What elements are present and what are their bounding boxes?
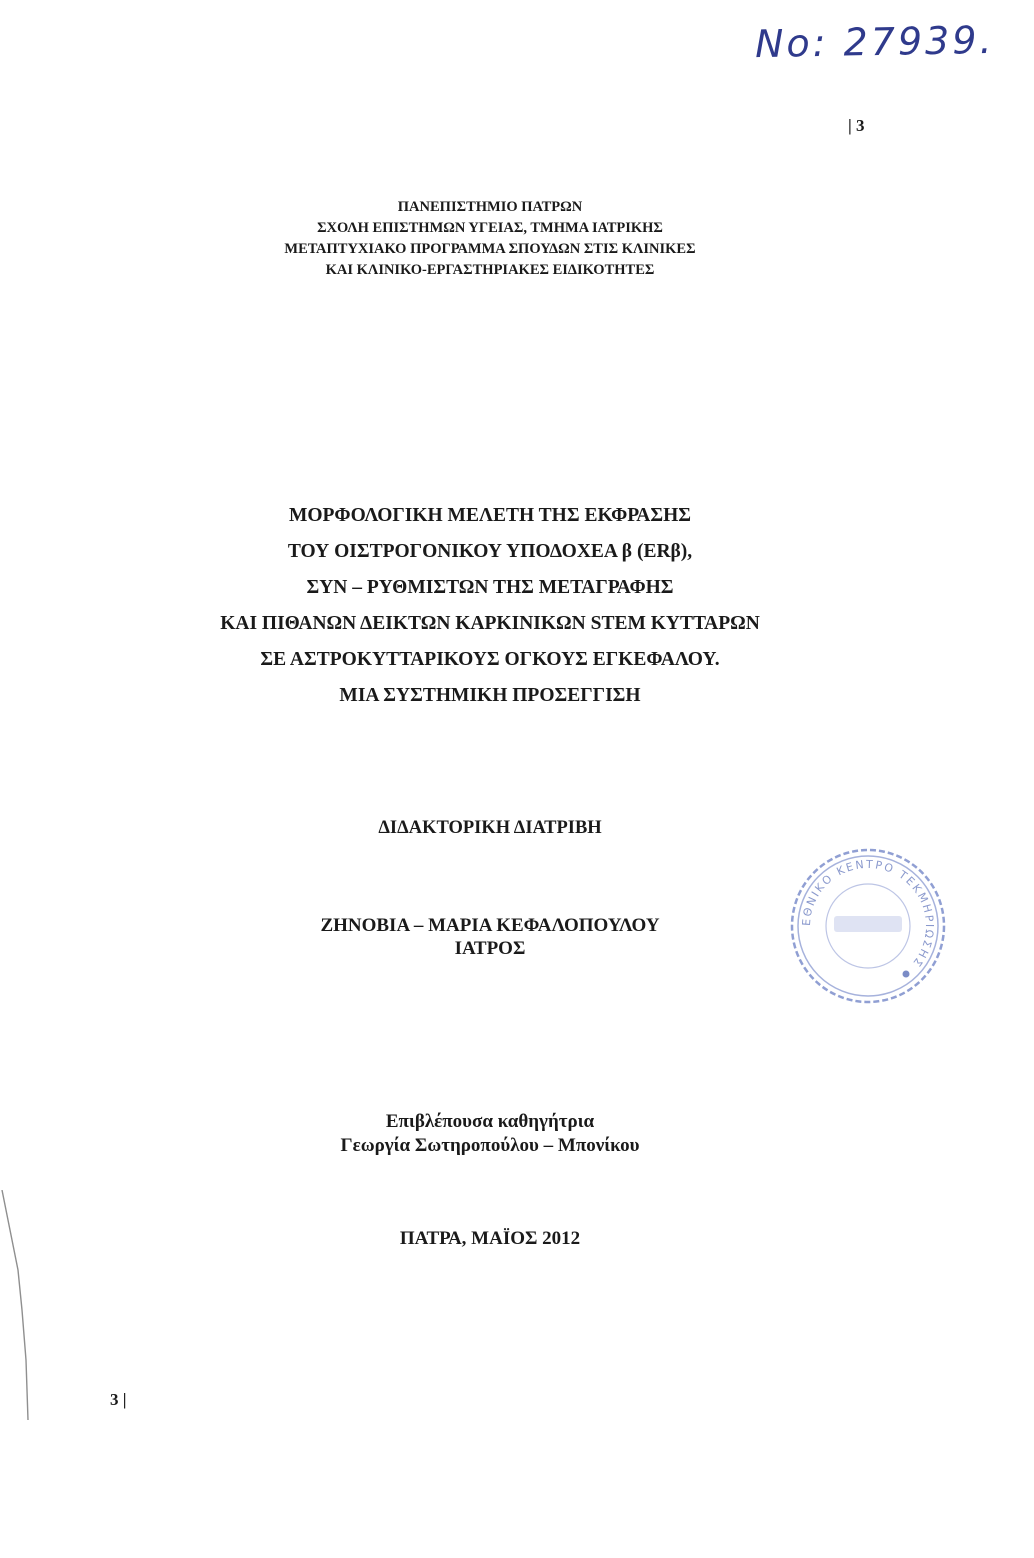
author-name: ΖΗΝΟΒΙΑ – ΜΑΡΙΑ ΚΕΦΑΛΟΠΟΥΛΟΥ — [320, 915, 660, 936]
title-line-1: ΜΟΡΦΟΛΟΓΙΚΗ ΜΕΛΕΤΗ ΤΗΣ ΕΚΦΡΑΣΗΣ — [288, 505, 692, 526]
supervisor-role: Επιβλέπουσα καθηγήτρια — [385, 1111, 595, 1132]
document-type: ΔΙΔΑΚΤΟΡΙΚΗ ΔΙΑΤΡΙΒΗ — [378, 818, 602, 838]
author-profession: ΙΑΤΡΟΣ — [454, 938, 526, 959]
header-line-specialties: ΚΑΙ ΚΛΙΝΙΚΟ-ΕΡΓΑΣΤΗΡΙΑΚΕΣ ΕΙΔΙΚΟΤΗΤΕΣ — [325, 262, 655, 278]
title-line-5: ΣΕ ΑΣΤΡΟΚΥΤΤΑΡΙΚΟΥΣ ΟΓΚΟΥΣ ΕΓΚΕΦΑΛΟΥ. — [260, 649, 720, 670]
library-stamp-seal — [788, 846, 948, 1006]
title-line-6: ΜΙΑ ΣΥΣΤΗΜΙΚΗ ΠΡΟΣΕΓΓΙΣΗ — [339, 685, 641, 706]
page-number-bottom: 3 | — [110, 1390, 127, 1409]
institution-header — [0, 197, 980, 281]
header-line-school: ΣΧΟΛΗ ΕΠΙΣΤΗΜΩΝ ΥΓΕΙΑΣ, ΤΜΗΜΑ ΙΑΤΡΙΚΗΣ — [317, 220, 663, 236]
page-number-top: | 3 — [848, 116, 865, 135]
title-line-3: ΣΥΝ – ΡΥΘΜΙΣΤΩΝ ΤΗΣ ΜΕΤΑΓΡΑΦΗΣ — [306, 577, 674, 598]
header-line-university: ΠΑΝΕΠΙΣΤΗΜΙΟ ΠΑΤΡΩΝ — [397, 199, 583, 215]
supervisor-block — [0, 1110, 980, 1158]
stamp-text: ΕΘΝΙΚΟ ΚΕΝΤΡΟ ΤΕΚΜΗΡΙΩΣΗΣ — [799, 857, 937, 971]
header-line-program: ΜΕΤΑΠΤΥΧΙΑΚΟ ΠΡΟΓΡΑΜΜΑ ΣΠΟΥΔΩΝ ΣΤΙΣ ΚΛΙΝΙΚΕΣ — [284, 241, 696, 257]
thesis-title — [0, 498, 980, 714]
scan-edge-mark — [0, 1190, 40, 1420]
title-line-4: ΚΑΙ ΠΙΘΑΝΩΝ ΔΕΙΚΤΩΝ ΚΑΡΚΙΝΙΚΩΝ STEM ΚΥΤΤΑΡΩΝ — [220, 613, 760, 634]
supervisor-name: Γεωργία Σωτηροπούλου – Μπονίκου — [340, 1135, 640, 1156]
place-date: ΠΑΤΡΑ, ΜΑΪΟΣ 2012 — [399, 1228, 581, 1249]
handwritten-accession-number: No: 27939. — [754, 17, 995, 67]
title-line-2: ΤΟΥ ΟΙΣΤΡΟΓΟΝΙΚΟΥ ΥΠΟΔΟΧΕΑ β (ERβ), — [287, 541, 693, 562]
